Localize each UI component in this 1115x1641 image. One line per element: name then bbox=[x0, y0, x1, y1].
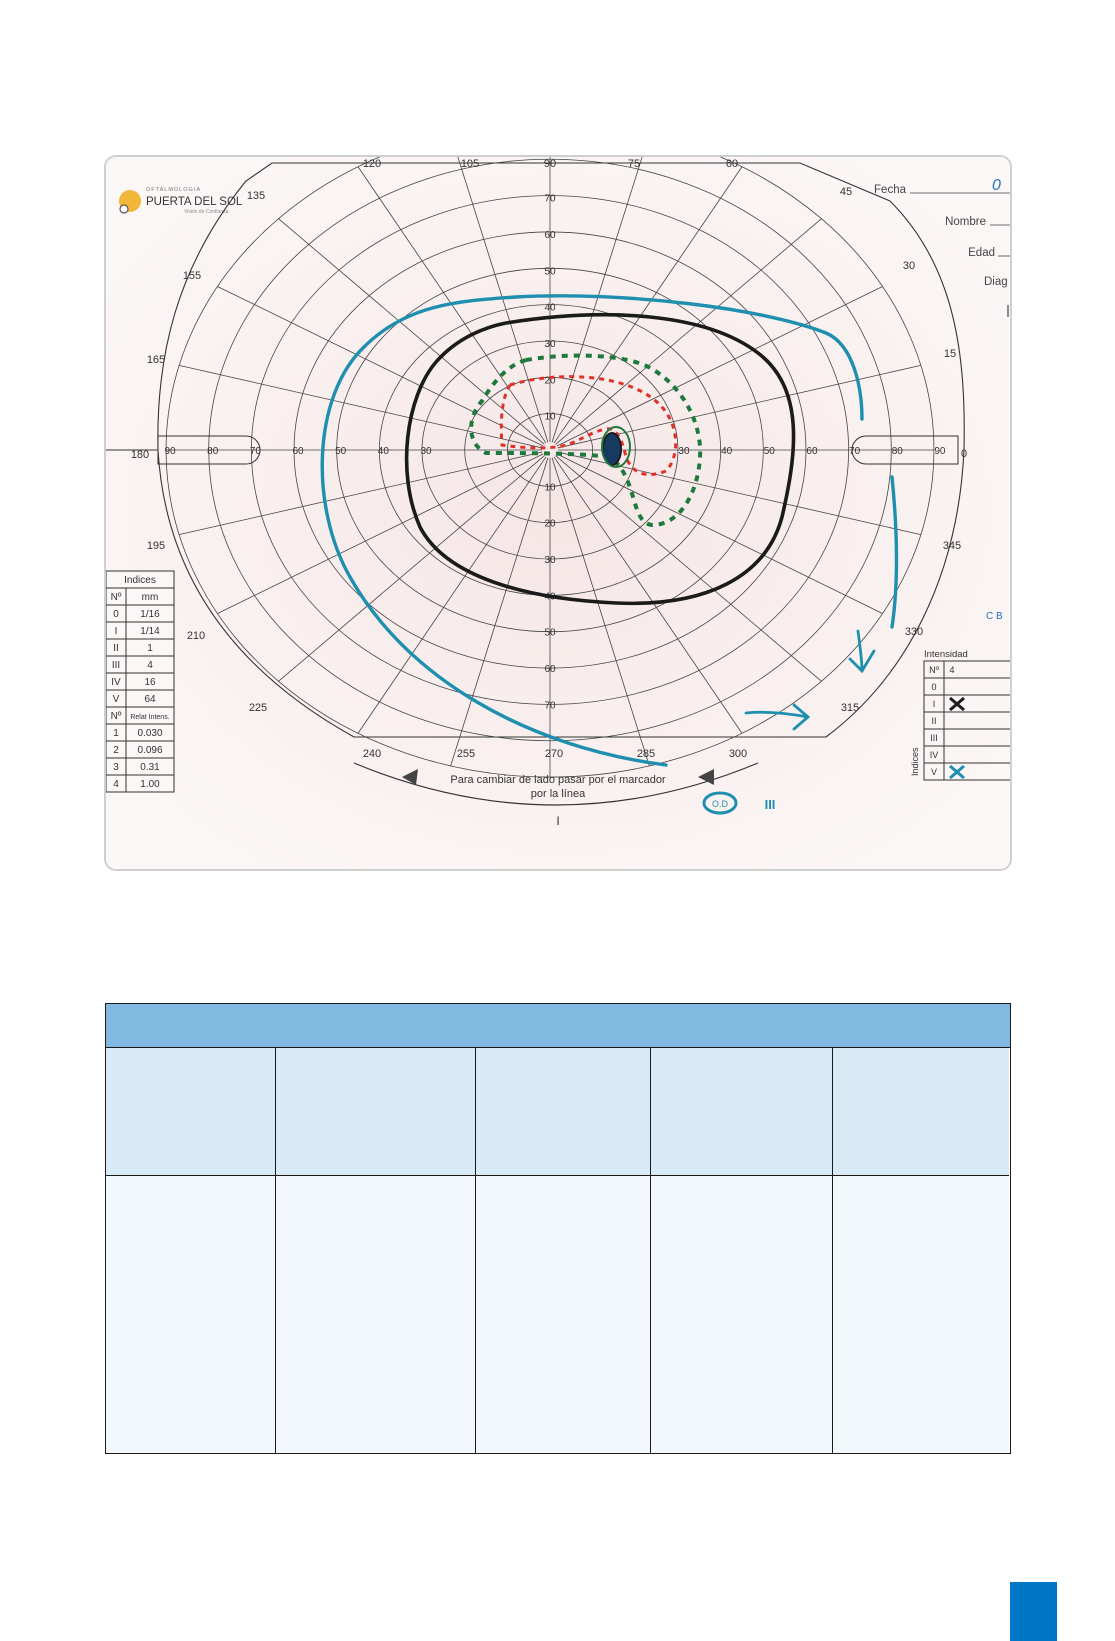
corner-letters: C B bbox=[986, 611, 1003, 622]
intensidad-cell: II bbox=[931, 716, 937, 726]
blank-data-table bbox=[105, 1003, 1011, 1454]
indices-cell: I bbox=[114, 626, 118, 637]
meridian-label: 180 bbox=[130, 449, 150, 461]
ring-label-lower: 40 bbox=[544, 591, 556, 603]
ring-label-right: 50 bbox=[763, 446, 775, 457]
intensidad-cell: V bbox=[930, 767, 938, 777]
intensidad-cell: IV bbox=[929, 750, 939, 760]
meridian-label: 60 bbox=[725, 158, 739, 170]
table-body-cell bbox=[651, 1176, 833, 1453]
logo-eye-icon bbox=[120, 205, 128, 213]
meridian-label: 30 bbox=[902, 260, 916, 272]
ring-label-left: 50 bbox=[335, 446, 347, 457]
table-head-cell bbox=[106, 1048, 276, 1176]
meridian-label: 15 bbox=[943, 348, 957, 360]
ring-label-lower: 10 bbox=[544, 482, 556, 494]
ring-label-left: 30 bbox=[420, 446, 432, 457]
table-body-cell bbox=[276, 1176, 476, 1453]
ring-label-lower: 50 bbox=[544, 627, 556, 639]
logo-brand: PUERTA DEL SOL bbox=[146, 196, 243, 208]
indices-cell: 2 bbox=[113, 745, 119, 756]
ring-label-left: 60 bbox=[292, 446, 304, 457]
ring-label-upper: 50 bbox=[544, 266, 556, 278]
table-body-cell bbox=[833, 1176, 1009, 1453]
meridian-label: 75 bbox=[627, 158, 641, 170]
indices-cell: Nº bbox=[110, 592, 122, 603]
meridian-label: 120 bbox=[362, 158, 382, 170]
meridian-label: 90 bbox=[543, 158, 557, 170]
ring-label-right: 70 bbox=[849, 446, 861, 457]
indices-table bbox=[106, 571, 174, 792]
ring-label-upper: 10 bbox=[544, 411, 556, 423]
meridian-label: 105 bbox=[460, 158, 480, 170]
meridian-label: 165 bbox=[146, 354, 166, 366]
nombre-label: Nombre bbox=[945, 216, 986, 228]
meridian-label: 45 bbox=[839, 186, 853, 198]
meridian-label: 195 bbox=[146, 540, 166, 552]
ring-label-lower: 60 bbox=[544, 664, 556, 676]
fecha-label: Fecha bbox=[874, 184, 906, 196]
diag-label: Diag bbox=[984, 276, 1008, 288]
ring-label-right: 40 bbox=[721, 446, 733, 457]
meridian-label: 330 bbox=[904, 626, 924, 638]
meridian-label: 155 bbox=[182, 270, 202, 282]
visual-field-chart bbox=[104, 155, 1012, 871]
ring-label-lower: 20 bbox=[544, 518, 556, 530]
edad-label: Edad bbox=[968, 247, 995, 259]
table-header-bar bbox=[106, 1004, 1010, 1048]
indices-cell: 1/16 bbox=[140, 609, 160, 620]
eye-text: O.D bbox=[711, 799, 729, 809]
meridian-label: 255 bbox=[456, 748, 476, 760]
footer-line1: Para cambiar de lado pasar por el marcador bbox=[450, 774, 666, 786]
indices-cell: mm bbox=[141, 592, 159, 603]
ring-label-left: 40 bbox=[377, 446, 389, 457]
logo-tagline: Visión de Confianza bbox=[184, 209, 229, 215]
indices-cell: 1 bbox=[113, 728, 119, 739]
ring-label-left: 80 bbox=[207, 446, 219, 457]
ring-label-upper: 40 bbox=[544, 302, 556, 314]
indices-cell: IV bbox=[111, 677, 121, 688]
fecha-handwritten: 0 bbox=[992, 177, 1001, 194]
intensidad-title: Intensidad bbox=[924, 649, 968, 660]
ring-label-left: 70 bbox=[249, 446, 261, 457]
chart-background bbox=[106, 157, 1010, 869]
ring-label-left: 90 bbox=[164, 446, 176, 457]
ring-label-right: 60 bbox=[806, 446, 818, 457]
indices-cell: Nº bbox=[110, 711, 122, 722]
meridian-label: 315 bbox=[840, 702, 860, 714]
ring-label-upper: 70 bbox=[544, 193, 556, 205]
meridian-label: 270 bbox=[544, 748, 564, 760]
meridian-label: 0 bbox=[960, 448, 968, 460]
indices-cell: III bbox=[111, 660, 121, 671]
meridian-label: 300 bbox=[728, 748, 748, 760]
indices-cell: Relat Intens. bbox=[130, 714, 170, 721]
table-head-cell bbox=[276, 1048, 476, 1176]
indices-cell: 1.00 bbox=[140, 779, 160, 790]
intensidad-cell: I bbox=[932, 699, 936, 709]
indices-cell: 4 bbox=[147, 660, 153, 671]
table-head-cell bbox=[651, 1048, 833, 1176]
indices-cell: 0.030 bbox=[137, 728, 163, 739]
perimetry-chart-svg bbox=[106, 157, 1010, 869]
ring-label-upper: 60 bbox=[544, 229, 556, 241]
meridian-label: 345 bbox=[942, 540, 962, 552]
footer-mark: I bbox=[556, 814, 560, 828]
meridian-label: 135 bbox=[246, 190, 266, 202]
index-text: III bbox=[764, 797, 776, 812]
ring-label-upper: 30 bbox=[544, 338, 556, 350]
table-head-cell bbox=[476, 1048, 651, 1176]
table-body-cell bbox=[106, 1176, 276, 1453]
intensidad-cell: 0 bbox=[931, 682, 937, 692]
intensidad-cell: 4 bbox=[949, 665, 955, 675]
meridian-label: 240 bbox=[362, 748, 382, 760]
ring-label-right: 30 bbox=[678, 446, 690, 457]
meridian-label: 225 bbox=[248, 702, 268, 714]
indices-cell: V bbox=[112, 694, 120, 705]
ring-label-lower: 30 bbox=[544, 555, 556, 567]
table-head-cell bbox=[833, 1048, 1009, 1176]
indices-cell: 0.31 bbox=[140, 762, 160, 773]
indices-cell: 1/14 bbox=[140, 626, 160, 637]
indices-cell: II bbox=[113, 643, 119, 654]
indices-cell: 0.096 bbox=[137, 745, 163, 756]
page-tab bbox=[1010, 1582, 1057, 1641]
indices-cell: 0 bbox=[113, 609, 119, 620]
ring-label-right: 80 bbox=[891, 446, 903, 457]
indices-cell: 3 bbox=[113, 762, 119, 773]
table-body-cell bbox=[476, 1176, 651, 1453]
footer-line2: por la línea bbox=[530, 788, 586, 800]
meridian-label: 210 bbox=[186, 630, 206, 642]
intensidad-side-label: Indices bbox=[910, 747, 920, 776]
indices-cell: 4 bbox=[113, 779, 119, 790]
intensidad-cell: III bbox=[930, 733, 938, 743]
ring-label-upper: 20 bbox=[544, 375, 556, 387]
indices-cell: 64 bbox=[144, 694, 156, 705]
ring-label-right: 90 bbox=[934, 446, 946, 457]
meridian-label: 285 bbox=[636, 748, 656, 760]
logo-top-text: OFTALMOLOGIA bbox=[146, 187, 201, 193]
indices-cell: 1 bbox=[147, 643, 153, 654]
indices-title: Indices bbox=[124, 575, 156, 586]
indices-cell: 16 bbox=[144, 677, 156, 688]
intensidad-cell: Nº bbox=[929, 665, 939, 675]
ring-label-lower: 70 bbox=[544, 700, 556, 712]
